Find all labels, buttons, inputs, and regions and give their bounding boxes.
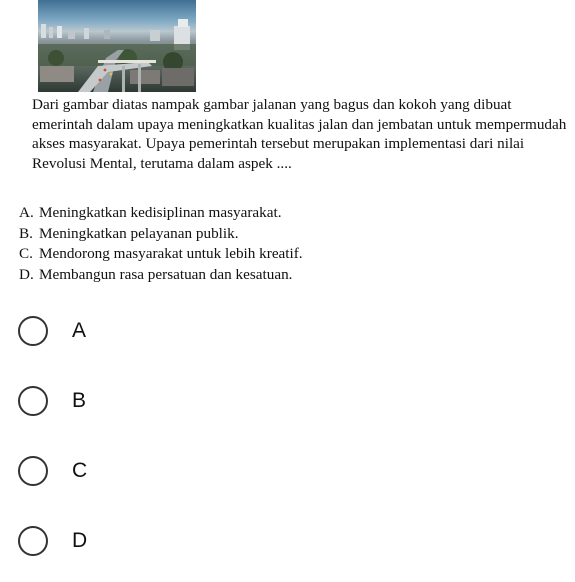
radio-button-d[interactable] [18, 526, 48, 556]
option-d [19, 265, 303, 286]
choice-label-a: A [72, 319, 87, 342]
option-letter: A. [19, 204, 34, 221]
choice-a[interactable] [18, 316, 86, 346]
choice-label-d: D [72, 529, 88, 552]
radio-button-a[interactable] [18, 316, 48, 346]
option-text: Mendorong masyarakat untuk lebih kreatif. [39, 245, 303, 262]
choice-b[interactable] [18, 386, 86, 416]
choice-label-c: C [72, 459, 88, 482]
option-letter: D. [19, 265, 34, 283]
radio-button-b[interactable] [18, 386, 48, 416]
option-a [19, 203, 303, 224]
option-letter: C. [19, 245, 33, 262]
option-b [19, 224, 303, 245]
choice-c[interactable] [18, 456, 87, 486]
question-image [38, 0, 196, 92]
option-letter: B. [19, 224, 33, 242]
choice-label-b: B [72, 389, 87, 412]
answer-options-list [19, 203, 303, 285]
option-text: Meningkatkan pelayanan publik. [39, 224, 239, 242]
radio-button-c[interactable] [18, 456, 48, 486]
option-c [19, 244, 303, 265]
question-text: Dari gambar diatas nampak gambar jalanan yang bagus dan kokoh yang dibuat emerintah dalam upaya meningkatkan kualitas jalan dan jembatan untuk mempermudah akses masyarakat. Upaya pemerintah tersebut merupakan implementasi dari nilai Revolusi Mental, terutama dalam aspek .... [32, 96, 567, 172]
option-text: Meningkatkan kedisiplinan masyarakat. [39, 204, 282, 221]
choice-d[interactable] [18, 526, 87, 556]
option-text: Membangun rasa persatuan dan kesatuan. [39, 265, 293, 283]
